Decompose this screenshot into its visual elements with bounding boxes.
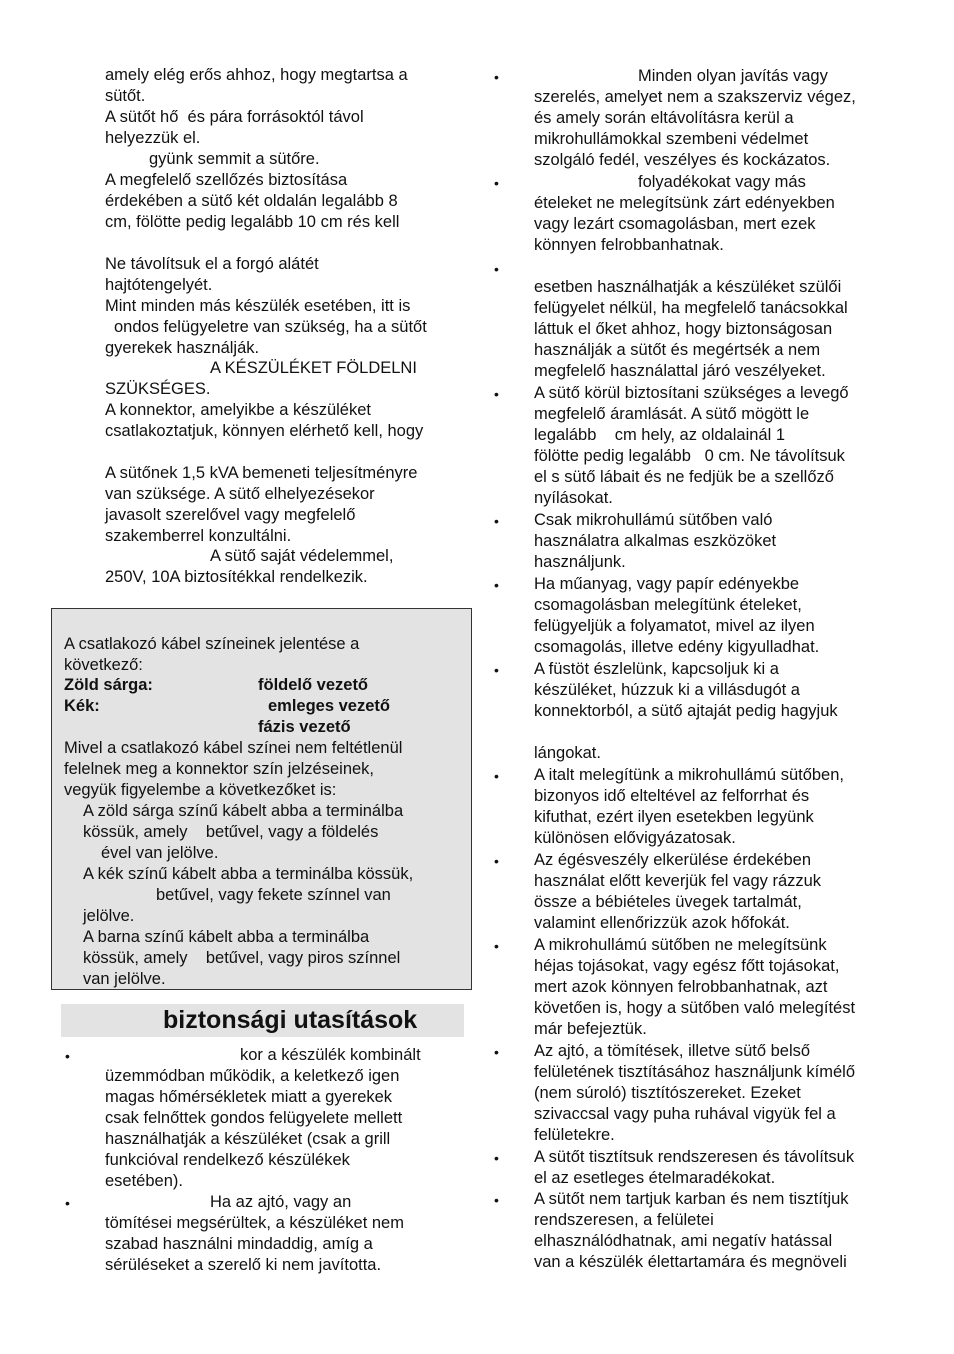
- text-line: vagy lezárt csomagolásban, mert ezek: [534, 215, 816, 233]
- text-line: megfelelő használattal járó veszélyeket.: [534, 362, 826, 380]
- text-line: vegyük figyelembe a következőket is:: [64, 781, 337, 799]
- text-line: ével van jelölve.: [101, 844, 219, 862]
- text-line: tömítései megsérültek, a készüléket nem: [105, 1214, 404, 1232]
- text-line: következő:: [64, 656, 143, 674]
- text-line: el s sütő lábait és ne fedjük be a szellőző: [534, 468, 834, 486]
- text-line: mert azok könnyen felrobbanhatnak, azt: [534, 978, 828, 996]
- text-line: legalább cm hely, az oldalainál 1: [534, 426, 786, 444]
- text-line: használjunk.: [534, 553, 626, 571]
- text-line: kor a készülék kombinált: [240, 1046, 421, 1064]
- text-line: A italt melegítünk a mikrohullámú sütőben,: [534, 766, 844, 784]
- text-line: van jelölve.: [83, 970, 166, 988]
- text-line: követően is, hogy a sütőben való melegítést: [534, 999, 856, 1017]
- text-line: felügyelet nélkül, ha megfelelő tanácsokkal: [534, 299, 848, 317]
- wire-value-ground: földelő vezető: [258, 676, 369, 694]
- text-line: Az égésveszély elkerülése érdekében: [534, 851, 811, 869]
- text-line: össze a bébiételes üvegek tartalmát,: [534, 893, 802, 911]
- text-line: szivaccsal vagy puha ruhával vigyük fel a: [534, 1105, 836, 1123]
- text-line: fölötte pedig legalább 0 cm. Ne távolítsuk: [534, 447, 845, 465]
- bullet-glyph: •: [494, 1192, 499, 1208]
- text-line: különösen elővigyázatosak.: [534, 829, 736, 847]
- text-line: szabad használni mindaddig, amíg a: [105, 1235, 373, 1253]
- text-line: A KÉSZÜLÉKET FÖLDELNI: [210, 359, 417, 377]
- bullet-glyph: •: [494, 1150, 499, 1166]
- text-line: Ha az ajtó, vagy an: [210, 1193, 352, 1211]
- text-line: lángokat.: [534, 744, 601, 762]
- text-line: A zöld sárga színű kábelt abba a terminálba: [83, 802, 404, 820]
- text-line: csatlakoztatjuk, könnyen elérhető kell, hogy: [105, 422, 424, 440]
- text-line: csak felnőttek gondos felügyelete mellett: [105, 1109, 403, 1127]
- text-line: Ha műanyag, vagy papír edényekbe: [534, 575, 800, 593]
- section-heading: biztonsági utasítások: [163, 1006, 418, 1034]
- wire-value-phase: fázis vezető: [258, 718, 351, 736]
- text-line: készüléket, húzzuk ki a villásdugót a: [534, 681, 800, 699]
- text-line: betűvel, vagy fekete színnel van: [156, 886, 391, 904]
- text-line: héjas tojásokat, vagy egész főtt tojásokat,: [534, 957, 840, 975]
- text-line: használják a sütőt és megértsék a nem: [534, 341, 821, 359]
- bullet-glyph: •: [494, 768, 499, 784]
- bullet-glyph: •: [65, 1195, 70, 1211]
- text-line: gyerekek használják.: [105, 339, 260, 357]
- text-line: A konnektor, amelyikbe a készüléket: [105, 401, 371, 419]
- text-line: kifuthat, ezért ilyen esetekben legyünk: [534, 808, 814, 826]
- text-line: hajtótengelyét.: [105, 276, 213, 294]
- text-line: cm, fölötte pedig legalább 10 cm rés kell: [105, 213, 400, 231]
- text-line: felületének tisztításához használjunk kímélő: [534, 1063, 856, 1081]
- text-line: Az ajtó, a tömítések, illetve sütő belső: [534, 1042, 811, 1060]
- text-line: folyadékokat vagy más: [638, 173, 806, 191]
- text-line: sérüléseket a szerelő ki nem javította.: [105, 1256, 382, 1274]
- text-line: A kék színű kábelt abba a terminálba kössük,: [83, 865, 414, 883]
- text-line: A sütőnek 1,5 kVA bemeneti teljesítményre: [105, 464, 418, 482]
- bullet-glyph: •: [494, 853, 499, 869]
- text-line: nyílásokat.: [534, 489, 613, 507]
- text-line: 250V, 10A biztosítékkal rendelkezik.: [105, 568, 368, 586]
- text-line: Mint minden más készülék esetében, itt is: [105, 297, 411, 315]
- text-line: A füstöt észlelünk, kapcsoljuk ki a: [534, 660, 779, 678]
- text-line: bizonyos idő elteltével az felforrhat és: [534, 787, 810, 805]
- text-line: felelnek meg a konnektor szín jelzéseinek,: [64, 760, 375, 778]
- text-line: használat előtt keverjük fel vagy rázzuk: [534, 872, 822, 890]
- text-line: láttuk el őket ahhoz, hogy biztonságosan: [534, 320, 833, 338]
- text-line: kössük, amely betűvel, vagy piros színnel: [83, 949, 401, 967]
- text-line: elhasználódhatnak, ami negatív hatással: [534, 1232, 833, 1250]
- text-line: könnyen felrobbanhatnak.: [534, 236, 724, 254]
- text-line: helyezzük el.: [105, 129, 201, 147]
- text-line: mikrohullámokkal szembeni védelmet: [534, 130, 809, 148]
- text-line: funkcióval rendelkező készülékek: [105, 1151, 350, 1169]
- text-line: megfelelő áramlását. A sütő mögött le: [534, 405, 810, 423]
- text-line: kössük, amely betűvel, vagy a földelés: [83, 823, 379, 841]
- text-line: van a készülék élettartamára és megnöveli: [534, 1253, 847, 1271]
- text-line: érdekében a sütő két oldalán legalább 8: [105, 192, 398, 210]
- text-line: Csak mikrohullámú sütőben való: [534, 511, 773, 529]
- text-line: A sütőt tisztítsuk rendszeresen és távolítsuk: [534, 1148, 855, 1166]
- text-line: Minden olyan javítás vagy: [638, 67, 828, 85]
- text-line: Ne távolítsuk el a forgó alátét: [105, 255, 319, 273]
- text-line: A megfelelő szellőzés biztosítása: [105, 171, 348, 189]
- text-line: Mivel a csatlakozó kábel színei nem feltétlenül: [64, 739, 403, 757]
- wire-label-green-yellow: Zöld sárga:: [64, 676, 153, 694]
- text-line: csomagolás, illetve edény kigyulladhat.: [534, 638, 820, 656]
- bullet-glyph: •: [494, 938, 499, 954]
- bullet-glyph: •: [494, 1044, 499, 1060]
- text-line: A barna színű kábelt abba a terminálba: [83, 928, 370, 946]
- text-line: rendszeresen, a felületei: [534, 1211, 714, 1229]
- text-line: SZÜKSÉGES.: [105, 380, 211, 398]
- text-line: csomagolásban melegítünk ételeket,: [534, 596, 802, 614]
- text-line: és amely során eltávolításra kerül a: [534, 109, 794, 127]
- text-line: már befejeztük.: [534, 1020, 647, 1038]
- text-line: A sütő saját védelemmel,: [210, 547, 394, 565]
- text-line: esetben használhatják a készüléket szülői: [534, 278, 842, 296]
- text-line: A csatlakozó kábel színeinek jelentése a: [64, 635, 360, 653]
- bullet-glyph: •: [494, 261, 499, 277]
- text-line: szakemberrel konzultálni.: [105, 527, 292, 545]
- text-line: használhatják a készüléket (csak a grill: [105, 1130, 391, 1148]
- text-line: üzemmódban működik, a keletkező igen: [105, 1067, 400, 1085]
- text-line: van szüksége. A sütő elhelyezésekor: [105, 485, 375, 503]
- text-line: ételeket ne melegítsünk zárt edényekben: [534, 194, 835, 212]
- text-line: felügyeljük a folyamatot, mivel az ilyen: [534, 617, 815, 635]
- bullet-glyph: •: [65, 1048, 70, 1064]
- bullet-glyph: •: [494, 577, 499, 593]
- text-line: magas hőmérsékletek miatt a gyerekek: [105, 1088, 393, 1106]
- text-line: valamint ellenőrizzük azok hőfokát.: [534, 914, 790, 932]
- text-line: sütőt.: [105, 87, 146, 105]
- wire-label-blue: Kék:: [64, 697, 100, 715]
- text-line: amely elég erős ahhoz, hogy megtartsa a: [105, 66, 408, 84]
- text-line: gyünk semmit a sütőre.: [149, 150, 320, 168]
- text-line: konnektorból, a sütő ajtaját pedig hagyjuk: [534, 702, 838, 720]
- bullet-glyph: •: [494, 513, 499, 529]
- text-line: A sütő körül biztosítani szükséges a levegő: [534, 384, 849, 402]
- text-line: ondos felügyeletre van szükség, ha a sütőt: [114, 318, 427, 336]
- text-line: szolgáló fedél, veszélyes és kockázatos.: [534, 151, 831, 169]
- text-line: jelölve.: [83, 907, 135, 925]
- bullet-glyph: •: [494, 386, 499, 402]
- wire-value-neutral: emleges vezető: [268, 697, 390, 715]
- text-line: A sütőt hő és pára forrásoktól távol: [105, 108, 364, 126]
- bullet-glyph: •: [494, 175, 499, 191]
- bullet-glyph: •: [494, 69, 499, 85]
- text-line: el az esetleges ételmaradékokat.: [534, 1169, 776, 1187]
- text-line: javasolt szerelővel vagy megfelelő: [105, 506, 356, 524]
- text-line: A mikrohullámú sütőben ne melegítsünk: [534, 936, 827, 954]
- text-line: szerelés, amelyet nem a szakszerviz végez,: [534, 88, 856, 106]
- text-line: (nem súroló) tisztítószereket. Ezeket: [534, 1084, 801, 1102]
- text-line: felületekre.: [534, 1126, 615, 1144]
- text-line: használatra alkalmas eszközöket: [534, 532, 777, 550]
- text-line: esetében).: [105, 1172, 183, 1190]
- bullet-glyph: •: [494, 662, 499, 678]
- text-line: A sütőt nem tartjuk karban és nem tisztítjuk: [534, 1190, 849, 1208]
